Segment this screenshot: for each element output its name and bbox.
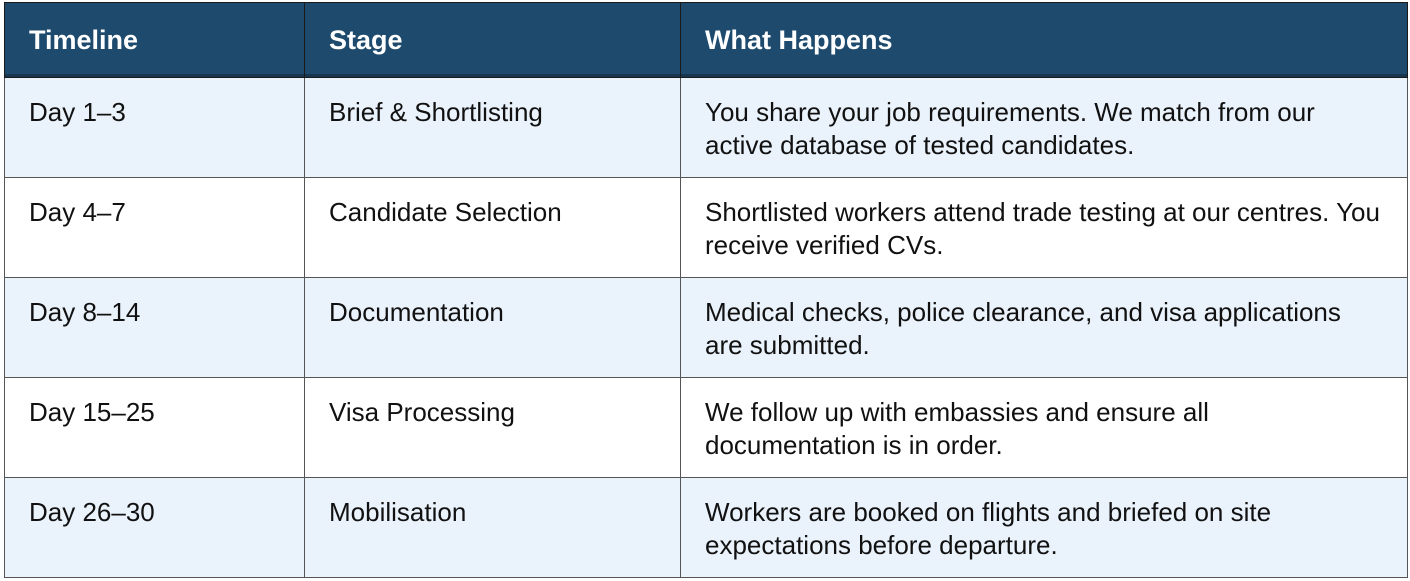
table-row xyxy=(5,178,1408,278)
table-row xyxy=(5,78,1408,178)
cell-what-happens: You share your job requirements. We match from our active database of tested candidates. xyxy=(681,78,1408,178)
cell-what-happens: Workers are booked on flights and briefed on site expectations before departure. xyxy=(681,478,1408,578)
cell-timeline: Day 15–25 xyxy=(5,378,305,478)
header-stage: Stage xyxy=(305,3,681,78)
cell-stage: Mobilisation xyxy=(305,478,681,578)
header-timeline: Timeline xyxy=(5,3,305,78)
cell-stage: Visa Processing xyxy=(305,378,681,478)
cell-timeline: Day 26–30 xyxy=(5,478,305,578)
cell-timeline: Day 1–3 xyxy=(5,78,305,178)
table-row xyxy=(5,378,1408,478)
header-what-happens: What Happens xyxy=(681,3,1408,78)
cell-timeline: Day 4–7 xyxy=(5,178,305,278)
table-row xyxy=(5,278,1408,378)
table-row xyxy=(5,478,1408,578)
timeline-table-container xyxy=(4,2,1407,578)
cell-stage: Candidate Selection xyxy=(305,178,681,278)
cell-what-happens: We follow up with embassies and ensure all documentation is in order. xyxy=(681,378,1408,478)
cell-what-happens: Shortlisted workers attend trade testing at our centres. You receive verified CVs. xyxy=(681,178,1408,278)
cell-stage: Documentation xyxy=(305,278,681,378)
table-header-row xyxy=(5,3,1408,78)
cell-timeline: Day 8–14 xyxy=(5,278,305,378)
cell-what-happens: Medical checks, police clearance, and visa applications are submitted. xyxy=(681,278,1408,378)
cell-stage: Brief & Shortlisting xyxy=(305,78,681,178)
timeline-table xyxy=(4,2,1408,578)
